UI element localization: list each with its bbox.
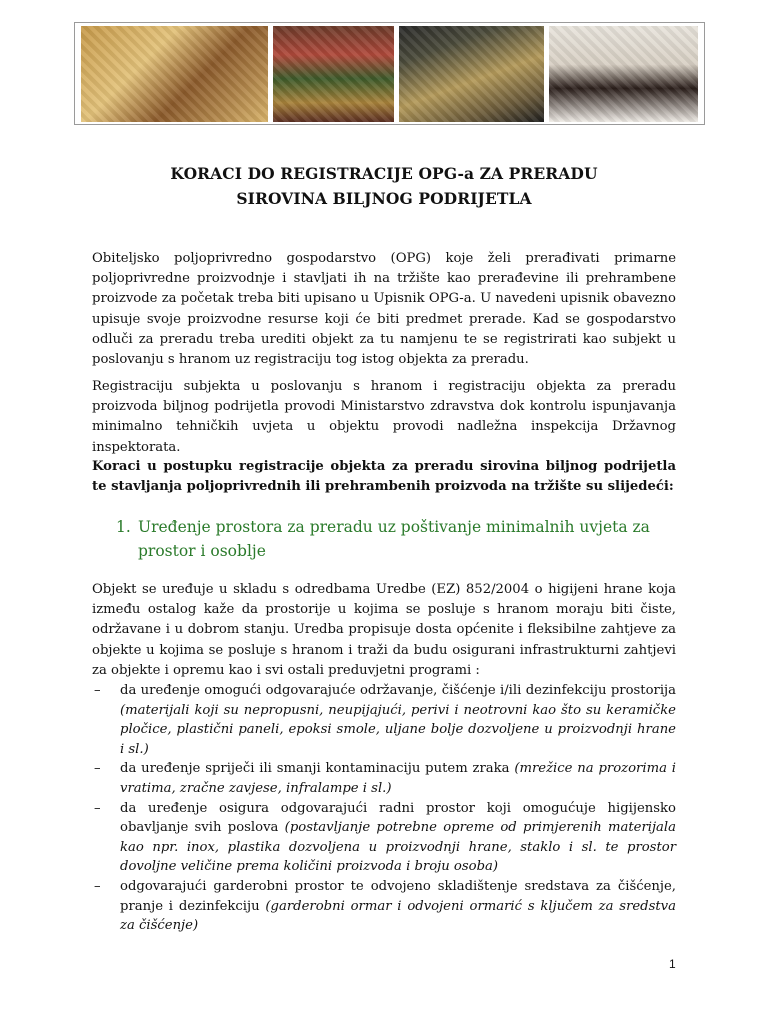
section-1-heading-text: Uređenje prostora za preradu uz poštivanje minimalnih uvjeta za prostor i osoblje — [138, 518, 650, 560]
drying-tray-photo — [399, 26, 543, 122]
requirements-list — [92, 681, 676, 936]
section-1-number: 1. — [116, 518, 131, 536]
list-item-note: (postavljanje potrebne opreme od primjerenih materijala kao npr. inox, plastika dozvoljena u proizvodnji hrane, staklo i sl. te prostor dovoljne veličine prema količini proizvoda i broju osoba) — [120, 820, 676, 875]
list-item-note: (garderobni ormar i odvojeni ormarić s ključem za sredstva za čišćenje) — [120, 898, 676, 934]
list-item — [92, 877, 676, 936]
page-number: 1 — [669, 957, 676, 971]
list-item-note: (materijali koji su nepropusni, neupijajući, perivi i neotrovni kao što su keramičke pločice, plastični paneli, epoksi smole, uljane bolje dozvoljene u proizvodnji hrane i sl.) — [120, 702, 676, 757]
section-1-body: Objekt se uređuje u skladu s odredbama Uredbe (EZ) 852/2004 o higijeni hrane koja između ostalog kaže da prostorije u kojima se posluje s hranom moraju biti čiste, održavane i u dobrom stanju. Uredba propisuje dosta općenite i fleksibilne zahtjeve za objekte u kojima se posluje s hranom i traži da budu osigurani infrastrukturni zahtjevi za objekte i opremu kao i svi ostali preduvjetni programi : — [92, 582, 676, 678]
list-item-note: (mrežice na prozorima i vratima, zračne zavjese, infralampe i sl.) — [120, 761, 676, 796]
document-title-line-2: SIROVINA BILJNOG PODRIJETLA — [236, 189, 532, 208]
document-title-line-1: KORACI DO REGISTRACIJE OPG-a ZA PRERADU — [170, 164, 598, 183]
header-banner — [74, 22, 705, 125]
list-item — [92, 681, 676, 759]
pasta-and-dried-goods-photo — [81, 26, 268, 122]
list-item — [92, 799, 676, 877]
list-item-text: odgovarajući garderobni prostor te odvojeno skladištenje sredstava za čišćenje, pranje i dezinfekciju — [120, 878, 676, 914]
steps-intro-paragraph: Koraci u postupku registracije objekta za preradu sirovina biljnog podrijetla te stavljanja poljoprivrednih ili prehrambenih proizvoda na tržište su slijedeći: — [92, 459, 676, 495]
list-item-text: da uređenje spriječi ili smanji kontaminaciju putem zraka — [120, 761, 515, 777]
list-dash: – — [94, 761, 101, 777]
list-dash: – — [94, 800, 101, 816]
list-dash: – — [94, 683, 101, 698]
bottles-and-jars-photo — [549, 26, 698, 122]
list-item-text: da uređenje omogući odgovarajuće održavanje, čišćenje i/ili dezinfekciju prostorija — [120, 683, 676, 698]
intro-paragraph-2: Registraciju subjekta u poslovanju s hranom i registraciju objekta za preradu proizvoda biljnog podrijetla provodi Ministarstvo zdravstva dok kontrolu ispunjavanja minimalno tehničkih uvjeta u objektu provodi nadležna inspekcija Državnog inspektorata. — [92, 379, 676, 455]
section-1-heading — [116, 515, 678, 563]
list-dash: – — [94, 878, 101, 894]
list-item — [92, 759, 676, 798]
jars-of-preserves-photo — [273, 26, 394, 122]
list-item-text: da uređenje osigura odgovarajući radni prostor koji omogućuje higijensko obavljanje svih poslova — [120, 800, 676, 836]
intro-paragraph-1: Obiteljsko poljoprivredno gospodarstvo (OPG) koje želi prerađivati primarne poljoprivredne proizvodnje i stavljati ih na tržište kao prerađevine ili prehrambene proizvode za početak treba biti upisano u Upisnik OPG-a. U navedeni upisnik obavezno upisuje svoje proizvodne resurse koji će biti predmet prerade. Kad se gospodarstvo odluči za preradu treba urediti objekt za tu namjenu te se registrirati kao subjekt u poslovanju s hranom uz registraciju tog istog objekta za preradu. — [92, 251, 676, 368]
